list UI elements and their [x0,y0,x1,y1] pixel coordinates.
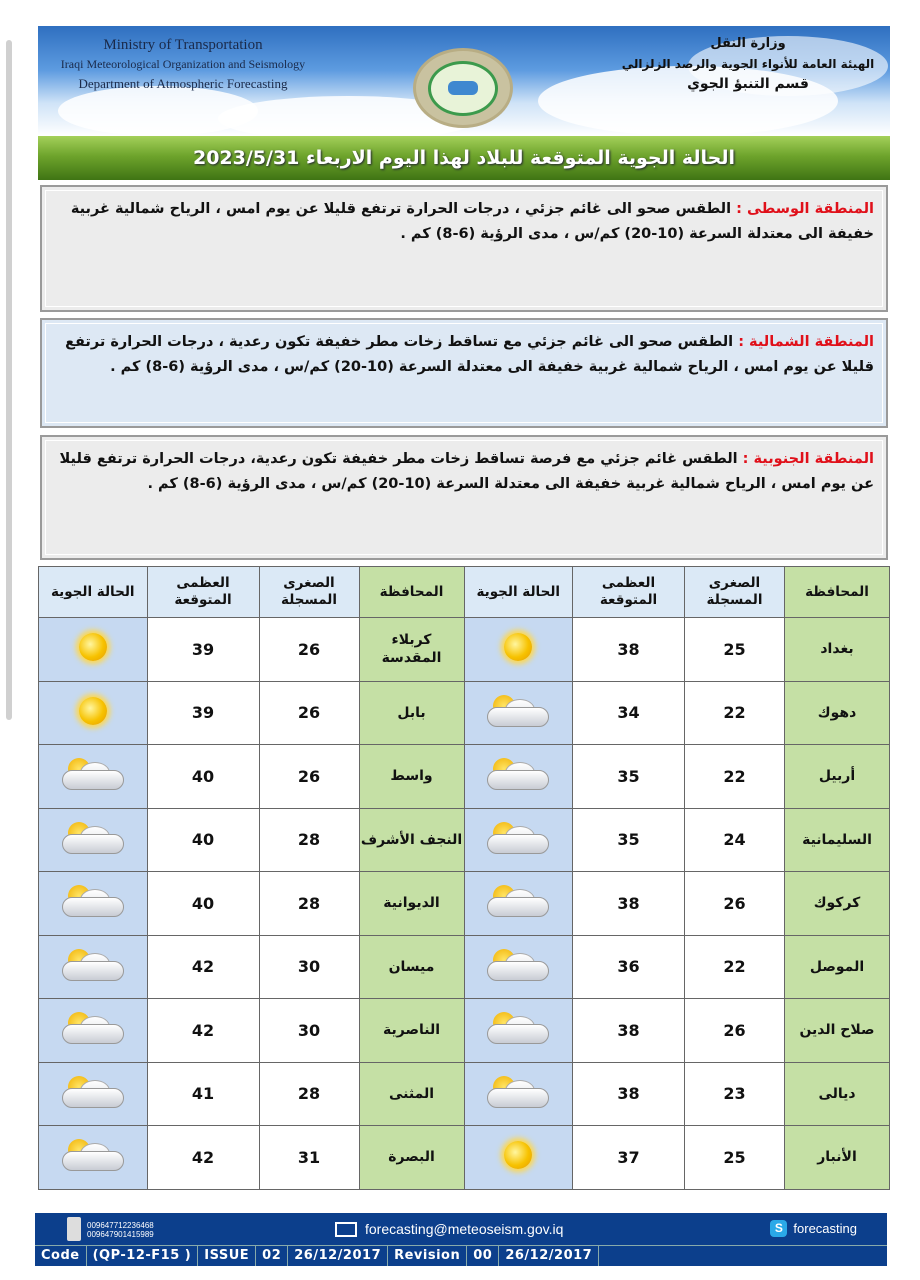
weather-cell [464,1062,573,1126]
min-temp-cell: 30 [259,999,359,1063]
province-cell: بابل [359,681,464,745]
column-header: العظمى المتوقعة [147,567,259,618]
province-cell: بغداد [785,618,890,682]
table-row [39,935,890,999]
weather-cell [39,1126,148,1190]
code-cell: 26/12/2017 [288,1246,388,1266]
max-temp-cell: 35 [573,745,685,809]
max-temp-cell: 41 [147,1062,259,1126]
province-cell: أربيل [785,745,890,809]
max-temp-cell: 37 [573,1126,685,1190]
weather-cell [39,872,148,936]
weather-cell [464,618,573,682]
weather-cell [39,618,148,682]
min-temp-cell: 31 [259,1126,359,1190]
min-temp-cell: 28 [259,872,359,936]
min-temp-cell: 28 [259,1062,359,1126]
min-temp-cell: 30 [259,935,359,999]
max-temp-cell: 38 [573,999,685,1063]
organization-name-en: Iraqi Meteorological Organization and Seismology [60,57,306,71]
min-temp-cell: 26 [685,872,785,936]
sun-icon [504,633,532,661]
max-temp-cell: 38 [573,1062,685,1126]
partly-cloudy-icon [483,693,553,729]
max-temp-cell: 38 [573,872,685,936]
region-name: المنطقة الشمالية : [738,334,874,350]
page-title: الحالة الجوية المتوقعة للبلاد لهذا اليوم الاربعاء 2023/5/31 [38,136,890,180]
partly-cloudy-icon [483,947,553,983]
region-central [40,185,888,312]
column-header: الحالة الجوية [464,567,573,618]
organization-logo [413,48,513,128]
column-header: الحالة الجوية [39,567,148,618]
weather-cell [39,935,148,999]
min-temp-cell: 23 [685,1062,785,1126]
max-temp-cell: 39 [147,618,259,682]
weather-cell [39,681,148,745]
code-cell: Code [35,1246,87,1266]
header-english [38,36,328,93]
province-cell: الأنبار [785,1126,890,1190]
weather-cell [464,745,573,809]
column-header: المحافظة [785,567,890,618]
partly-cloudy-icon [483,883,553,919]
province-cell: الناصرية [359,999,464,1063]
province-cell: صلاح الدين [785,999,890,1063]
min-temp-cell: 26 [259,618,359,682]
column-header: الصغرى المسجلة [259,567,359,618]
sun-icon [79,633,107,661]
partly-cloudy-icon [483,1010,553,1046]
code-cell: Revision [388,1246,467,1266]
partly-cloudy-icon [483,756,553,792]
footer [35,1213,887,1266]
phone-icon [67,1217,81,1241]
region-text: الطقس صحو الى غائم جزئي ، درجات الحرارة ترتفع قليلا عن يوم امس ، الرياح شمالية غربية خفيفة الى معتدلة السرعة (10-20) كم/س ، مدى الرؤية (6-8) كم . [70,201,874,242]
department-name-ar: قسم التنبؤ الجوي [687,76,809,92]
table-header-row [39,567,890,618]
table-row [39,808,890,872]
table-row [39,618,890,682]
min-temp-cell: 22 [685,681,785,745]
weather-cell [39,808,148,872]
table-row [39,681,890,745]
region-south [40,435,888,560]
province-cell: كربلاء المقدسة [359,618,464,682]
header-arabic [618,34,878,94]
sun-icon [79,697,107,725]
department-name-en: Department of Atmospheric Forecasting [78,76,288,91]
max-temp-cell: 39 [147,681,259,745]
header-banner [38,26,890,136]
min-temp-cell: 26 [685,999,785,1063]
weather-cell [464,999,573,1063]
max-temp-cell: 40 [147,808,259,872]
column-header: المحافظة [359,567,464,618]
region-text: الطقس صحو الى غائم جزئي مع تساقط زخات مطر خفيفة تكون رعدية ، درجات الحرارة ترتفع قليلا عن يوم امس ، الرياح شمالية غربية خفيفة الى معتدلة السرعة (10-20) كم/س ، مدى الرؤية (6-8) كم . [65,334,874,375]
code-cell: (QP-12-F15 ) [87,1246,199,1266]
partly-cloudy-icon [58,947,128,983]
column-header: الصغرى المسجلة [685,567,785,618]
max-temp-cell: 42 [147,935,259,999]
region-text: الطقس غائم جزئي مع فرصة تساقط زخات مطر خفيفة تكون رعدية، درجات الحرارة ترتفع قليلا عن يوم امس ، الرياح شمالية غربية خفيفة الى معتدلة السرعة (10-20) كم/س ، مدى الرؤية (6-8) كم . [59,451,874,492]
min-temp-cell: 25 [685,618,785,682]
weather-cell [464,935,573,999]
min-temp-cell: 22 [685,745,785,809]
table-row [39,872,890,936]
skype-icon: S [770,1220,787,1237]
max-temp-cell: 38 [573,618,685,682]
region-name: المنطقة الجنوبية : [742,451,874,467]
partly-cloudy-icon [58,1010,128,1046]
min-temp-cell: 24 [685,808,785,872]
region-north [40,318,888,428]
table-row [39,745,890,809]
province-cell: واسط [359,745,464,809]
province-cell: دهوك [785,681,890,745]
table-row [39,999,890,1063]
max-temp-cell: 42 [147,999,259,1063]
max-temp-cell: 35 [573,808,685,872]
organization-name-ar: الهيئة العامة للأنواء الجوية والرصد الزلزالي [621,57,875,71]
weather-cell [39,999,148,1063]
province-cell: ديالى [785,1062,890,1126]
email-icon [335,1222,357,1237]
phone-number: 009647712236468 [87,1221,154,1230]
province-cell: المثنى [359,1062,464,1126]
weather-cell [464,808,573,872]
min-temp-cell: 26 [259,745,359,809]
province-cell: السليمانية [785,808,890,872]
partly-cloudy-icon [58,883,128,919]
min-temp-cell: 26 [259,681,359,745]
min-temp-cell: 25 [685,1126,785,1190]
ministry-name-en: Ministry of Transportation [103,37,263,53]
max-temp-cell: 36 [573,935,685,999]
max-temp-cell: 34 [573,681,685,745]
max-temp-cell: 40 [147,745,259,809]
forecast-table [38,566,890,1190]
province-cell: البصرة [359,1126,464,1190]
province-cell: كركوك [785,872,890,936]
weather-cell [464,872,573,936]
partly-cloudy-icon [58,820,128,856]
province-cell: الموصل [785,935,890,999]
max-temp-cell: 40 [147,872,259,936]
code-cell: 26/12/2017 [499,1246,599,1266]
weather-cell [39,745,148,809]
weather-cell [464,681,573,745]
partly-cloudy-icon [483,1074,553,1110]
column-header: العظمى المتوقعة [573,567,685,618]
province-cell: الديوانية [359,872,464,936]
region-name: المنطقة الوسطى : [736,201,874,217]
partly-cloudy-icon [58,756,128,792]
max-temp-cell: 42 [147,1126,259,1190]
partly-cloudy-icon [483,820,553,856]
document-code-row [35,1245,887,1266]
scrollbar[interactable] [6,40,12,720]
min-temp-cell: 28 [259,808,359,872]
weather-cell [464,1126,573,1190]
province-cell: ميسان [359,935,464,999]
phone-number: 009647901415989 [87,1230,154,1239]
code-cell: 00 [467,1246,499,1266]
partly-cloudy-icon [58,1137,128,1173]
skype-id: forecasting [793,1221,857,1236]
ministry-name-ar: وزارة النقل [710,36,786,51]
table-row [39,1062,890,1126]
code-cell: 02 [256,1246,288,1266]
code-cell: ISSUE [198,1246,256,1266]
weather-cell [39,1062,148,1126]
partly-cloudy-icon [58,1074,128,1110]
province-cell: النجف الأشرف [359,808,464,872]
min-temp-cell: 22 [685,935,785,999]
email-link[interactable]: forecasting@meteoseism.gov.iq [365,1221,564,1237]
sun-icon [504,1141,532,1169]
table-row [39,1126,890,1190]
